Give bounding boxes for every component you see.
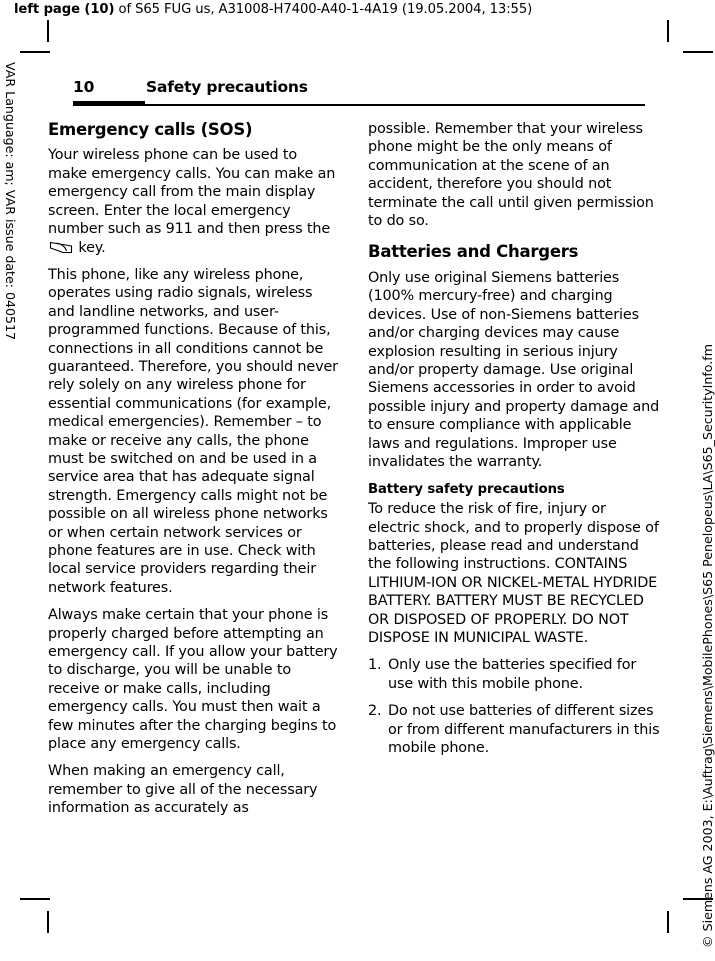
running-title: Safety precautions <box>146 78 308 96</box>
section-heading-emergency-calls: Emergency calls (SOS) <box>48 120 253 139</box>
list-item <box>368 656 660 693</box>
section-heading-batteries-chargers: Batteries and Chargers <box>368 242 579 262</box>
margin-note-right: © Siemens AG 2003, E:\Auftrag\Siemens\MobilePhones\S65 Penelopeus\LA\S65_SecurityInfo.fm <box>700 344 715 948</box>
list-item-text: Do not use batteries of different sizes or from different manufacturers in this mobile phone. <box>388 703 660 757</box>
paragraph-emergency-intro-text-a: Your wireless phone can be used to make emergency calls. You can make an emergency call from the main display screen. Enter the local emergency number such as 911 and then press the <box>48 147 336 238</box>
header-rule-accent <box>73 101 145 106</box>
call-key-icon <box>49 241 73 254</box>
paragraph-battery-safety-instructions: To reduce the risk of fire, injury or electric shock, and to properly dispose of batteries, please read and understand the following instructions. CONTAINS LITHIUM-ION OR NICKEL-METAL HYDRIDE BATTERY. BATTERY MUST BE RECYCLED OR DISPOSED OF PROPERLY. DO NOT DISPOSE IN MUNICIPAL WASTE. <box>368 501 659 647</box>
paragraph-emergency-intro-text-b: key. <box>74 239 106 256</box>
paragraph-original-siemens-batteries: Only use original Siemens batteries (100% mercury-free) and charging devices. Use of non-Siemens batteries and/or charging devices may cause explosion resulting in serious injury and/or property damage. Use original Siemens accessories in order to avoid possible injury and property damage and to ensure compliance with applicable laws and regulations. Improper use invalidates the warranty. <box>368 269 660 470</box>
list-item-number: 2. <box>368 703 382 720</box>
proof-header-bold: left page (10) <box>14 2 115 17</box>
proof-header-rest: of S65 FUG us, A31008-H7400-A40-1-4A19 (19.05.2004, 13:55) <box>114 2 533 17</box>
list-item-number: 1. <box>368 657 382 674</box>
paragraph-charge-before-call: Always make certain that your phone is properly charged before attempting an emergency call. If you allow your battery to discharge, you will be unable to receive or make calls, including emergency calls. You must then wait a few minutes after the charging begins to place any emergency calls. <box>48 607 338 753</box>
paragraph-radio-signals: This phone, like any wireless phone, operates using radio signals, wireless and landline networks, and user-programmed functions. Because of this, connections in all conditions cannot be guaranteed. Therefore, you should never rely solely on any wireless phone for essential communications (for example, medical emergencies). Remember – to make or receive any calls, the phone must be switched on and be used in a service area that has adequate signal strength. Emergency calls might not be possible on all wireless phone networks or when certain network services or phone features are in use. Check with local service providers regarding their network features. <box>48 266 338 596</box>
list-item <box>368 702 660 757</box>
page-header <box>73 78 645 102</box>
paragraph-give-information: When making an emergency call, remember to give all of the necessary information as accurately as <box>48 763 318 817</box>
subsection-heading-battery-safety: Battery safety precautions <box>368 482 565 498</box>
paragraph-emergency-intro <box>48 146 340 256</box>
margin-note-left: VAR Language: am; VAR issue date: 040517 <box>3 62 18 341</box>
battery-safety-list <box>368 656 660 757</box>
list-item-text: Only use the batteries specified for use with this mobile phone. <box>388 657 637 692</box>
paragraph-continued-from-left: possible. Remember that your wireless phone might be the only means of communication at the scene of an accident, therefore you should not terminate the call until given permission to do so. <box>368 121 654 230</box>
page-number: 10 <box>73 78 95 96</box>
column-right <box>368 120 660 767</box>
column-left <box>48 120 340 818</box>
header-rule <box>73 104 645 106</box>
